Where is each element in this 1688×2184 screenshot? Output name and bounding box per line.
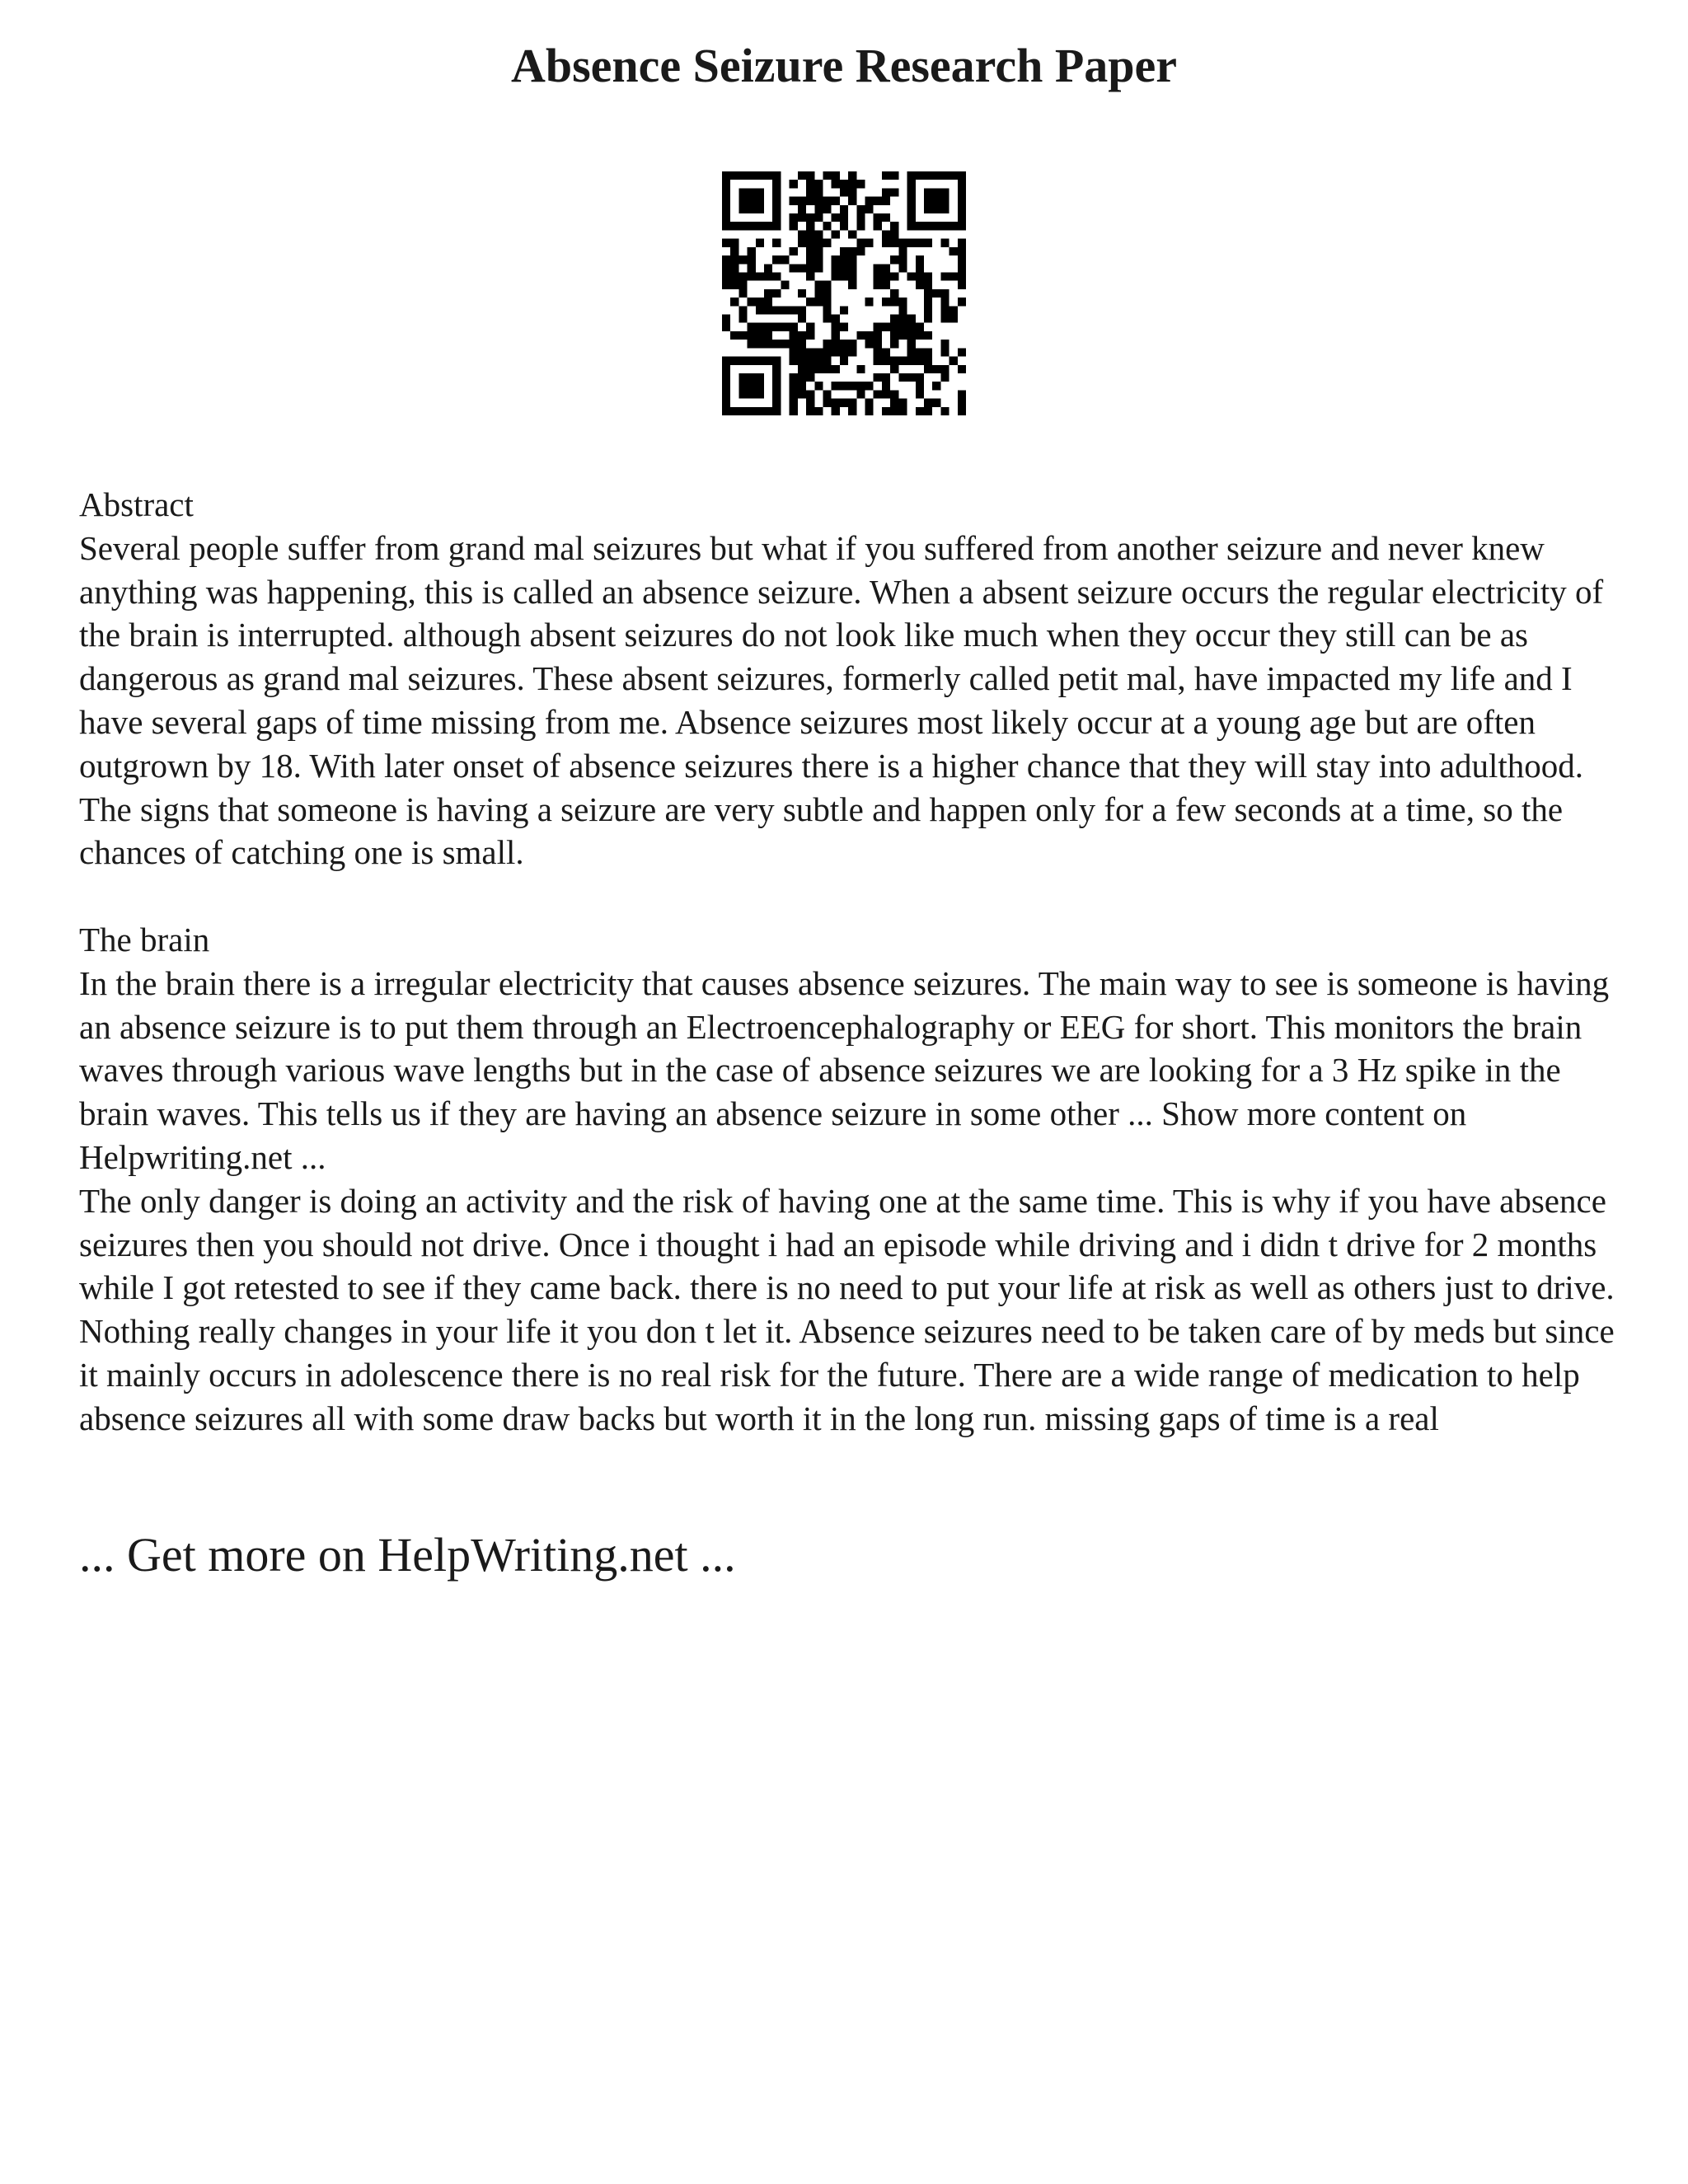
paragraph-spacer: [79, 874, 1629, 918]
brain-continuation-paragraph: The only danger is doing an activity and the risk of having one at the same time. This is why if you have absence seizures then you should not drive. Once i thought i had an episode while driving and i didn t drive for 2 months while I got retested to see if they came back. there is no need to put your life at risk as well as others just to drive. Nothing really changes in your life it you don t let it. Absence seizures need to be taken care of by meds but since it mainly occurs in adolescence there is no real risk for the future. There are a wide range of medication to help absence seizures all with some draw backs but worth it in the long run. missing gaps of time is a real: [79, 1181, 1615, 1437]
brain-paragraph: In the brain there is a irregular electricity that causes absence seizures. The main way to see is someone is having an absence seizure is to put them through an Electroencephalography or EEG for short. This monitors the brain waves through various wave lengths but in the case of absence seizures we are looking for a 3 Hz spike in the brain waves. This tells us if they are having an absence seizure in some other ... Show more content on Helpwriting.net ...: [79, 963, 1610, 1176]
document-body: [79, 483, 1629, 1441]
abstract-paragraph: Several people suffer from grand mal seizures but what if you suffered from another seizure and never knew anything was happening, this is called an absence seizure. When a absent seizure occurs the regular electricity of the brain is interrupted. although absent seizures do not look like much when they occur they still can be as dangerous as grand mal seizures. These absent seizures, formerly called petit mal, have impacted my life and I have several gaps of time missing from me. Absence seizures most likely occur at a young age but are often outgrown by 18. With later onset of absence seizures there is a higher chance that they will stay into adulthood. The signs that someone is having a seizure are very subtle and happen only for a few seconds at a time, so the chances of catching one is small.: [79, 528, 1604, 872]
abstract-heading: Abstract: [79, 485, 194, 523]
get-more-link[interactable]: ... Get more on HelpWriting.net ...: [79, 1528, 736, 1582]
document-title: Absence Seizure Research Paper: [510, 39, 1178, 92]
brain-heading: The brain: [79, 920, 210, 958]
qr-code-icon: [722, 171, 966, 415]
